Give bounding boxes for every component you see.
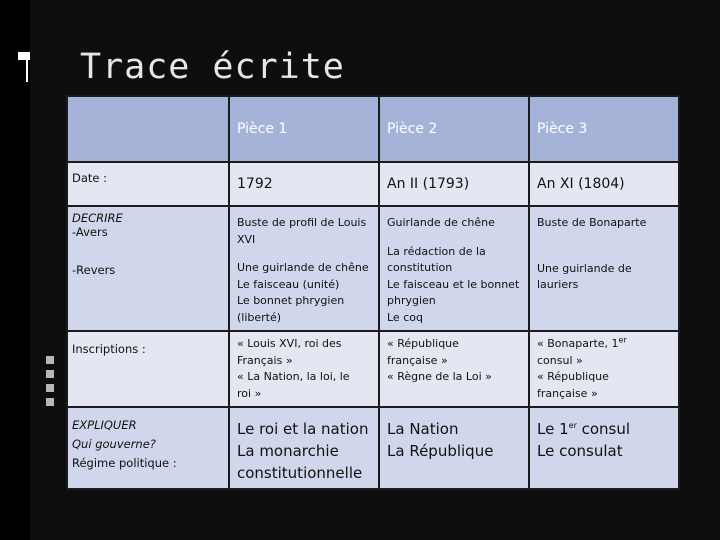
expl-3-line-2: Le consulat	[537, 442, 623, 460]
expliquer-cell-1	[229, 407, 379, 489]
inscr-3-line-1: « Bonaparte, 1er	[537, 335, 627, 350]
side-square-3	[46, 384, 54, 392]
corner-bar-black	[18, 60, 26, 84]
revers-1-line-1: Une guirlande de chêne	[237, 261, 369, 274]
inscr-1-line-2: Français »	[237, 353, 293, 367]
inscr-3-line-3: « République	[537, 370, 609, 383]
revers-3-line-2: lauriers	[537, 278, 579, 291]
decrire-row	[67, 206, 679, 331]
expl-3-line-1: Le 1er consul	[537, 420, 631, 438]
trace-table	[66, 95, 680, 490]
expliquer-label	[67, 407, 229, 489]
expl-1-line-3: constitutionnelle	[237, 464, 363, 482]
header-piece-3: Pièce 3	[529, 96, 679, 162]
header-piece-1: Pièce 1	[229, 96, 379, 162]
expliquer-line-3: Régime politique :	[72, 456, 177, 470]
header-row	[67, 96, 679, 162]
date-row	[67, 162, 679, 206]
revers-2-line-1: La rédaction de la	[387, 244, 486, 258]
decrire-cell-3	[529, 206, 679, 331]
decrire-cell-2	[379, 206, 529, 331]
expliquer-line-2: Qui gouverne?	[72, 437, 156, 451]
revers-2-line-3: Le faisceau et le bonnet	[387, 277, 520, 291]
inscriptions-cell-1	[229, 331, 379, 407]
inscr-1-line-1: « Louis XVI, roi des	[237, 337, 342, 350]
avers-text-1: Buste de profil de Louis XVI	[237, 216, 367, 246]
header-cell-empty	[67, 96, 229, 162]
revers-1-line-4: (liberté)	[237, 310, 282, 324]
inscr-2-line-1: « République	[387, 337, 459, 350]
inscriptions-cell-3	[529, 331, 679, 407]
date-label: Date :	[67, 162, 229, 206]
inscr-2-line-2: française »	[387, 353, 448, 367]
inscr-3-line-2: consul »	[537, 353, 583, 367]
inscriptions-label: Inscriptions :	[67, 331, 229, 407]
inscr-1-line-4: roi »	[237, 386, 262, 400]
revers-1-line-3: Le bonnet phrygien	[237, 294, 345, 307]
expl-2-line-2: La République	[387, 442, 494, 460]
revers-label: -Revers	[72, 263, 116, 277]
avers-label: -Avers	[72, 225, 108, 239]
decrire-label	[67, 206, 229, 331]
slide-title: Trace écrite	[80, 47, 345, 87]
inscr-2-line-3: « Règne de la Loi »	[387, 370, 492, 383]
side-square-2	[46, 370, 54, 378]
inscr-1-line-3: « La Nation, la loi, le	[237, 370, 350, 383]
date-cell-2: An II (1793)	[379, 162, 529, 206]
revers-1-line-2: Le faisceau (unité)	[237, 277, 340, 291]
date-cell-3: An XI (1804)	[529, 162, 679, 206]
inscriptions-cell-2	[379, 331, 529, 407]
expliquer-line-1: EXPLIQUER	[72, 418, 137, 432]
side-square-1	[46, 356, 54, 364]
revers-2-line-2: constitution	[387, 261, 453, 274]
side-square-4	[46, 398, 54, 406]
avers-text-3: Buste de Bonaparte	[537, 216, 647, 229]
expliquer-cell-3	[529, 407, 679, 489]
expliquer-row	[67, 407, 679, 489]
expl-2-line-1: La Nation	[387, 420, 459, 438]
expliquer-cell-2	[379, 407, 529, 489]
expl-1-line-2: La monarchie	[237, 442, 339, 460]
inscr-3-line-4: française »	[537, 386, 598, 400]
avers-text-2: Guirlande de chêne	[387, 216, 495, 229]
date-cell-1: 1792	[229, 162, 379, 206]
revers-2-line-4: phrygien	[387, 294, 436, 307]
revers-2-line-5: Le coq	[387, 310, 423, 324]
decrire-cell-1	[229, 206, 379, 331]
inscriptions-row	[67, 331, 679, 407]
expl-1-line-1: Le roi et la nation	[237, 420, 369, 438]
decrire-heading: DECRIRE	[72, 211, 123, 225]
header-piece-2: Pièce 2	[379, 96, 529, 162]
revers-3-line-1: Une guirlande de	[537, 261, 632, 275]
